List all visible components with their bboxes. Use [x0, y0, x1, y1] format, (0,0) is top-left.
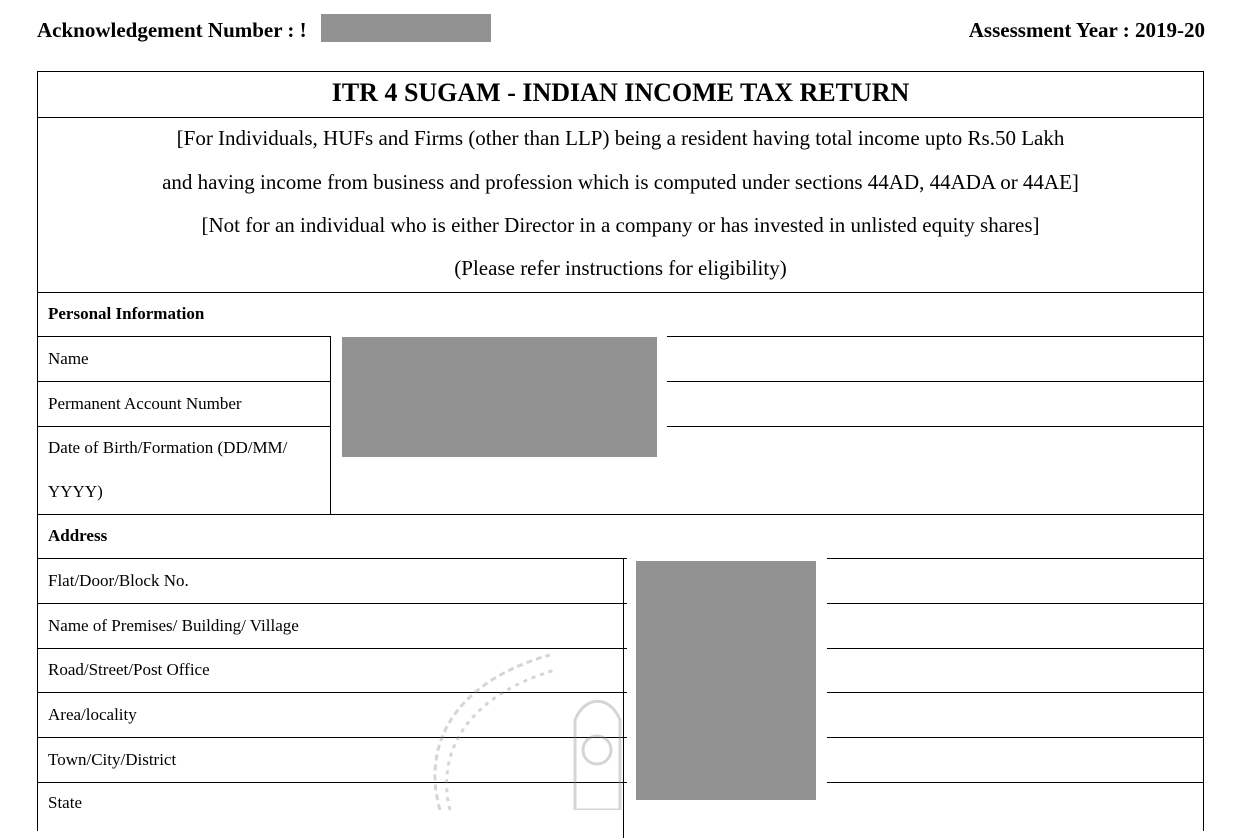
- divider: [38, 426, 330, 427]
- divider: [38, 117, 1203, 118]
- area-locality-label: Area/locality: [48, 705, 137, 724]
- redacted-acknowledgement-number: [321, 14, 491, 42]
- emblem-watermark-icon: [380, 570, 630, 810]
- redacted-personal-info: [342, 337, 657, 457]
- premises-label: Name of Premises/ Building/ Village: [48, 616, 299, 635]
- state-label: State: [48, 793, 82, 812]
- subtitle-line-1: [For Individuals, HUFs and Firms (other than LLP) being a resident having total income upto Rs.50 Lakh: [176, 126, 1065, 150]
- dob-label-line-2: YYYY): [48, 482, 103, 501]
- name-label: Name: [48, 349, 89, 368]
- divider: [667, 381, 1203, 382]
- redacted-address-info: [636, 561, 816, 800]
- divider: [38, 336, 330, 337]
- acknowledgement-number-label: Acknowledgement Number : !: [37, 18, 307, 42]
- town-city-label: Town/City/District: [48, 750, 177, 769]
- subtitle-line-3: [Not for an individual who is either Director in a company or has invested in unlisted equity shares]: [201, 213, 1040, 237]
- divider: [827, 603, 1203, 604]
- road-street-label: Road/Street/Post Office: [48, 660, 210, 679]
- divider: [827, 782, 1203, 783]
- form-title: ITR 4 SUGAM - INDIAN INCOME TAX RETURN: [331, 78, 910, 107]
- subtitle-line-4: (Please refer instructions for eligibility): [454, 256, 787, 280]
- divider: [38, 292, 1203, 293]
- divider: [38, 514, 1203, 515]
- personal-information-heading: Personal Information: [48, 304, 205, 323]
- dob-label-line-1: Date of Birth/Formation (DD/MM/: [48, 438, 288, 457]
- pan-label: Permanent Account Number: [48, 394, 242, 413]
- divider: [38, 558, 627, 559]
- divider: [827, 558, 1203, 559]
- flat-door-label: Flat/Door/Block No.: [48, 571, 189, 590]
- subtitle-line-2: and having income from business and profession which is computed under sections 44AD, 44ADA or 44AE]: [162, 170, 1079, 194]
- divider: [330, 336, 331, 514]
- assessment-year: Assessment Year : 2019-20: [968, 18, 1205, 42]
- address-heading: Address: [48, 526, 108, 545]
- divider: [38, 381, 330, 382]
- divider: [827, 692, 1203, 693]
- divider: [827, 737, 1203, 738]
- divider: [667, 426, 1203, 427]
- divider: [667, 336, 1203, 337]
- divider: [827, 648, 1203, 649]
